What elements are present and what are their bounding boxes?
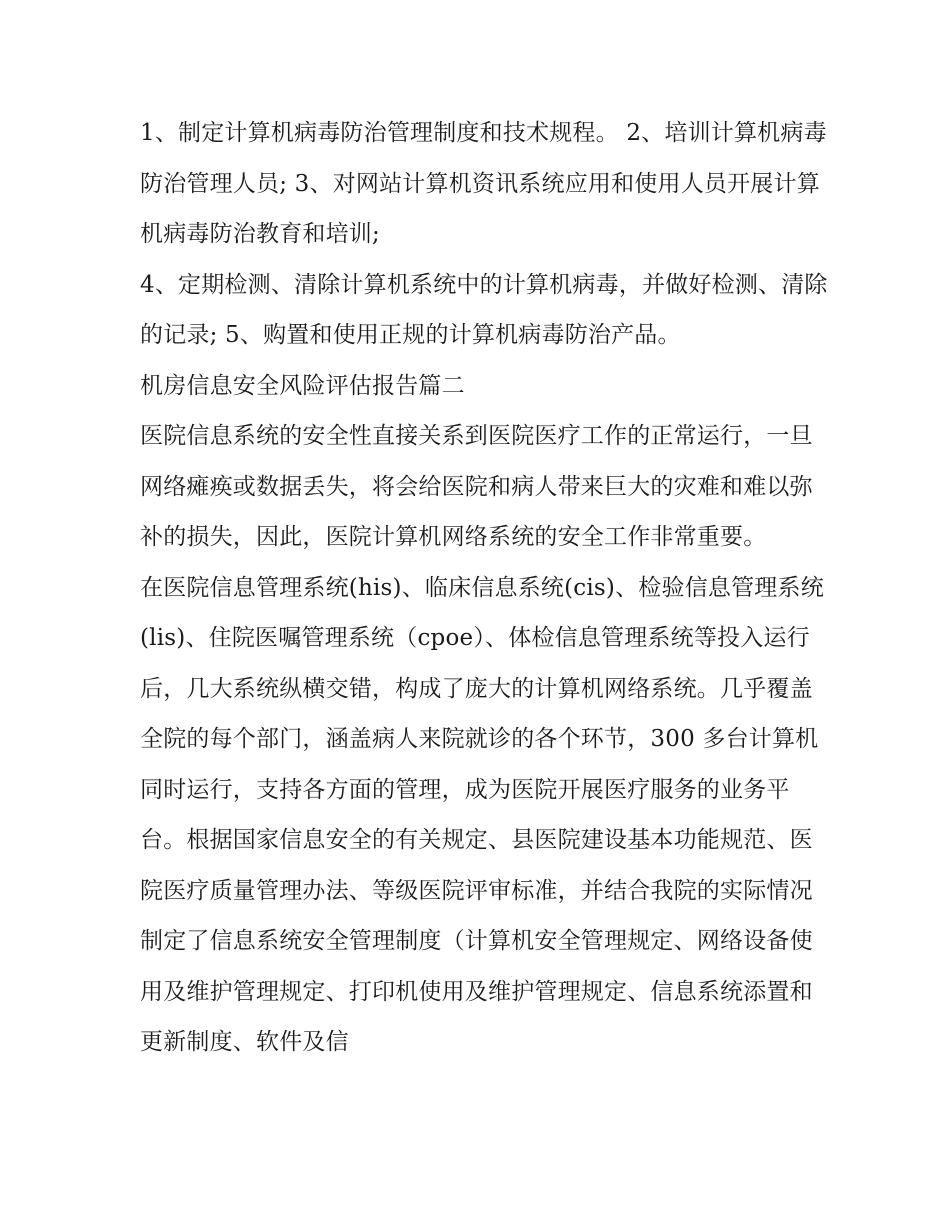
paragraph-systems: 在医院信息管理系统(his)、临床信息系统(cis)、检验信息管理系统(lis)、住院医嘱管理系统（cpoe）、体检信息管理系统等投入运行后，几大系统纵横交错，构成了庞大的计算机网络系统。几乎覆盖全院的每个部门，涵盖病人来院就诊的各个环节，300 多台计算机同时运行，支持各方面的管理，成为医院开展医疗服务的业务平台。根据国家信息安全的有关规定、县医院建设基本功能规范、医院医疗质量管理办法、等级医院评审标准，并结合我院的实际情况制定了信息系统安全管理制度（计算机安全管理规定、网络设备使用及维护管理规定、打印机使用及维护管理规定、信息系统添置和更新制度、软件及信: [140, 574, 824, 1055]
paragraph-virus-measures-2: 4、定期检测、清除计算机系统中的计算机病毒，并做好检测、清除的记录; 5、购置和使用正规的计算机病毒防治产品。: [140, 271, 828, 348]
document-page: [140, 108, 830, 1068]
paragraph-importance: 医院信息系统的安全性直接关系到医院医疗工作的正常运行，一旦网络瘫痪或数据丢失，将会给医院和病人带来巨大的灾难和难以弥补的损失，因此，医院计算机网络系统的安全工作非常重要。: [140, 423, 813, 550]
section-heading: 机房信息安全风险评估报告篇二: [140, 372, 465, 399]
paragraph-virus-measures-1: 1、制定计算机病毒防治管理制度和技术规程。 2、培训计算机病毒防治管理人员; 3、对网站计算机资讯系统应用和使用人员开展计算机病毒防治教育和培训;: [140, 120, 827, 247]
